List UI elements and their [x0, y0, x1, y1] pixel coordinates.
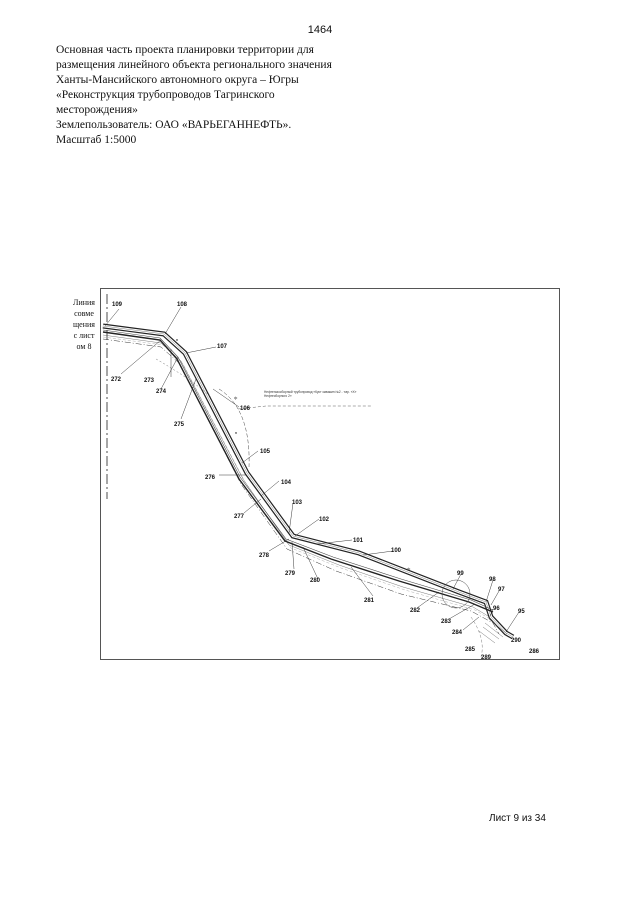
- point-label: 280: [310, 578, 321, 584]
- point-label: 100: [391, 548, 402, 554]
- match-line-note: Линия совмещения с листом 8: [73, 298, 95, 351]
- title-block: [56, 43, 376, 148]
- point-label: 276: [205, 475, 216, 481]
- title-line: размещения линейного объекта регионального значения: [56, 59, 332, 71]
- point-label: 102: [319, 517, 330, 523]
- map-frame: [100, 288, 560, 660]
- pipeline-map: [101, 289, 559, 659]
- title-line: Масштаб 1:5000: [56, 134, 137, 146]
- point-label: 106: [240, 406, 251, 412]
- point-label: 108: [177, 302, 188, 308]
- boundary-line: [103, 337, 495, 622]
- point-label: 101: [353, 538, 364, 544]
- point-label: 99: [457, 571, 464, 577]
- point-label: 96: [493, 606, 500, 612]
- point-label: 284: [452, 630, 463, 636]
- point-label: 290: [511, 638, 522, 644]
- point-label: 279: [285, 571, 296, 577]
- point-label: 273: [144, 378, 155, 384]
- point-label: 107: [217, 344, 228, 350]
- axis-mark: ф: [234, 395, 238, 400]
- point-label: 277: [234, 514, 245, 520]
- point-label: 105: [260, 449, 271, 455]
- boundary-line: [103, 335, 493, 619]
- point-label: 285: [465, 647, 476, 653]
- point-label: 97: [498, 587, 505, 593]
- point-label: 278: [259, 553, 270, 559]
- point-label: 282: [410, 608, 421, 614]
- point-label: 272: [111, 377, 122, 383]
- title-line: месторождения»: [56, 104, 138, 116]
- pipeline-label: Нефтегазосборный трубопровод «Куст скважин №2 - т.вр. «Х» Нефтесборного 2»: [264, 390, 357, 398]
- page-number: 1464: [307, 24, 333, 36]
- point-label: 104: [281, 480, 292, 486]
- axis-mark: ф: [407, 566, 411, 571]
- point-label: 98: [489, 577, 496, 583]
- boundary-line: [103, 339, 499, 634]
- title-line: Ханты-Мансийского автономного округа – Югры: [56, 74, 299, 86]
- axis-mark: в: [176, 337, 179, 342]
- point-label: 275: [174, 422, 185, 428]
- title-line: Землепользователь: ОАО «ВАРЬЕГАННЕФТЬ».: [56, 119, 292, 131]
- point-label: 274: [156, 389, 167, 395]
- point-label: 103: [292, 500, 303, 506]
- point-label: 281: [364, 598, 375, 604]
- point-label: 289: [481, 655, 492, 659]
- point-label: 283: [441, 619, 452, 625]
- point-label: 109: [112, 302, 123, 308]
- existing-pipeline: [103, 330, 493, 610]
- existing-pipeline: [103, 332, 493, 612]
- sheet-number: Лист 9 из 34: [489, 813, 546, 824]
- point-label: 286: [529, 649, 540, 655]
- label-leader: [238, 406, 371, 409]
- title-line: Основная часть проекта планировки территории для: [56, 44, 314, 56]
- title-line: «Реконструкция трубопроводов Тагринского: [56, 89, 275, 101]
- axis-mark: в: [235, 430, 238, 435]
- pipeline-corridor-inner: [103, 326, 513, 637]
- point-label: 95: [518, 609, 525, 615]
